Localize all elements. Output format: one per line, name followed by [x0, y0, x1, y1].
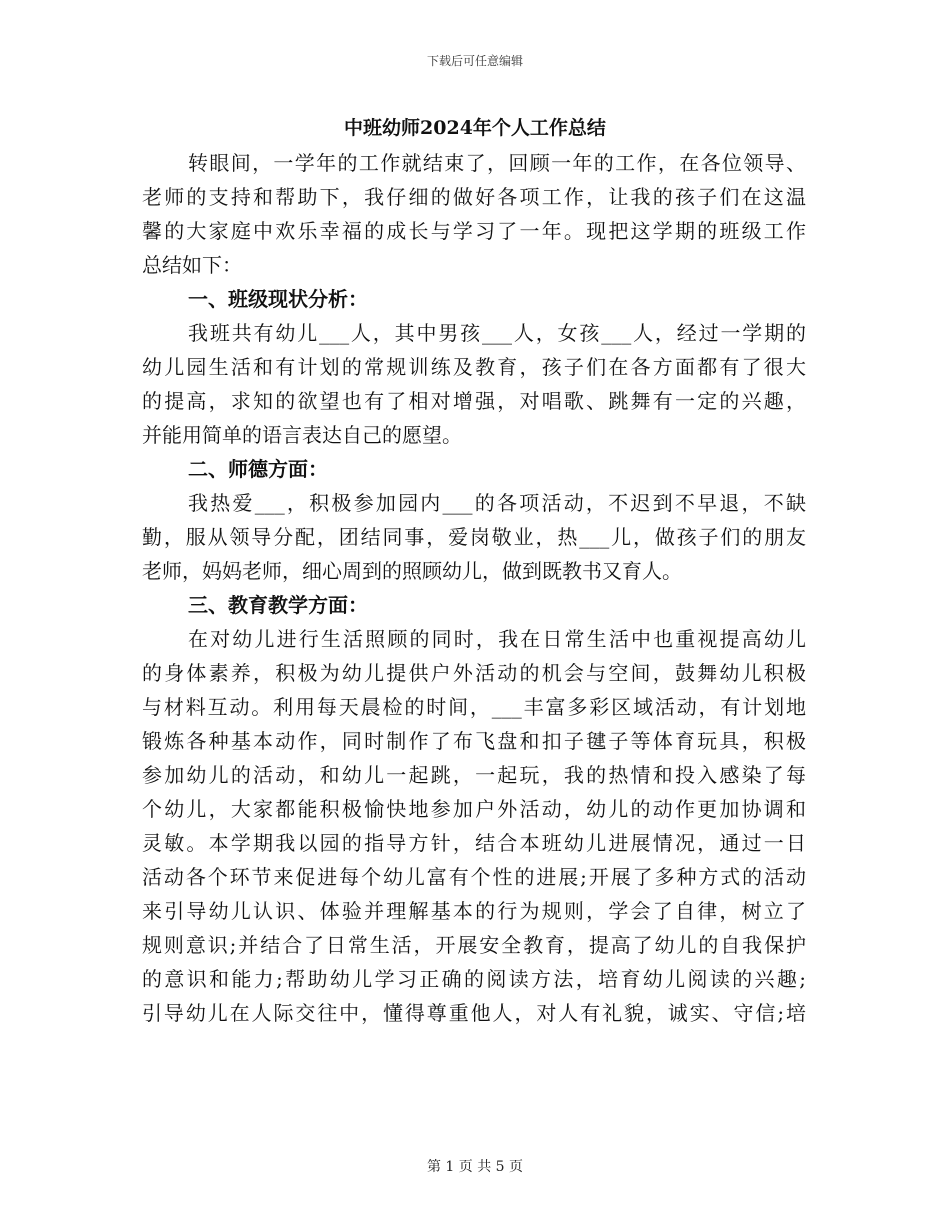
paragraph-line: 的意识和能力;帮助幼儿学习正确的阅读方法，培育幼儿阅读的兴趣; [142, 967, 806, 991]
paragraph-line: 引导幼儿在人际交往中，懂得尊重他人，对人有礼貌，诚实、守信;培 [142, 1001, 806, 1025]
paragraph-line: 我热爱___，积极参加园内___的各项活动，不迟到不早退，不缺 [188, 491, 806, 515]
paragraph-line: 活动各个环节来促进每个幼儿富有个性的进展;开展了多种方式的活动 [142, 865, 806, 889]
paragraph-line: 规则意识;并结合了日常生活，开展安全教育，提高了幼儿的自我保护 [142, 933, 806, 957]
paragraph-line: 我班共有幼儿___人，其中男孩___人，女孩___人，经过一学期的 [188, 321, 806, 345]
paragraph-line: 的身体素养，积极为幼儿提供户外活动的机会与空间，鼓舞幼儿积极 [142, 661, 806, 685]
paragraph-line: 锻炼各种基本动作，同时制作了布飞盘和扣子毽子等体育玩具，积极 [142, 729, 806, 753]
paragraph-line: 参加幼儿的活动，和幼儿一起跳，一起玩，我的热情和投入感染了每 [142, 763, 806, 787]
paragraph-line: 与材料互动。利用每天晨检的时间，___丰富多彩区域活动，有计划地 [142, 695, 806, 719]
paragraph-line: 勤，服从领导分配，团结同事，爱岗敬业，热___儿，做孩子们的朋友 [142, 525, 806, 549]
paragraph-line: 在对幼儿进行生活照顾的同时，我在日常生活中也重视提高幼儿 [188, 627, 806, 651]
paragraph-line: 来引导幼儿认识、体验并理解基本的行为规则，学会了自律，树立了 [142, 899, 806, 923]
paragraph-line: 个幼儿，大家都能积极愉快地参加户外活动，幼儿的动作更加协调和 [142, 797, 806, 821]
paragraph-line: 灵敏。本学期我以园的指导方针，结合本班幼儿进展情况，通过一日 [142, 831, 806, 855]
section-heading: 三、教育教学方面： [188, 593, 368, 617]
section-heading: 二、师德方面： [188, 457, 328, 481]
page-number: 第 1 页 共 5 页 [426, 1159, 524, 1175]
paragraph-line: 幼儿园生活和有计划的常规训练及教育，孩子们在各方面都有了很大 [142, 355, 806, 379]
paragraph-line: 老师的支持和帮助下，我仔细的做好各项工作，让我的孩子们在这温 [142, 185, 806, 209]
paragraph-line: 转眼间，一学年的工作就结束了，回顾一年的工作，在各位领导、 [188, 151, 806, 175]
paragraph-line: 并能用简单的语言表达自己的愿望。 [142, 423, 462, 447]
paragraph-line: 老师，妈妈老师，细心周到的照顾幼儿，做到既教书又育人。 [142, 559, 682, 583]
document-body [142, 146, 806, 1030]
paragraph-line: 的提高，求知的欲望也有了相对增强，对唱歌、跳舞有一定的兴趣， [142, 389, 806, 413]
document-title: 中班幼师2024年个人工作总结 [344, 117, 606, 139]
section-heading: 一、班级现状分析： [188, 287, 368, 311]
paragraph-line: 总结如下： [142, 253, 242, 277]
paragraph-line: 馨的大家庭中欢乐幸福的成长与学习了一年。现把这学期的班级工作 [142, 219, 806, 243]
page-header: 下载后可任意编辑 [426, 54, 523, 68]
